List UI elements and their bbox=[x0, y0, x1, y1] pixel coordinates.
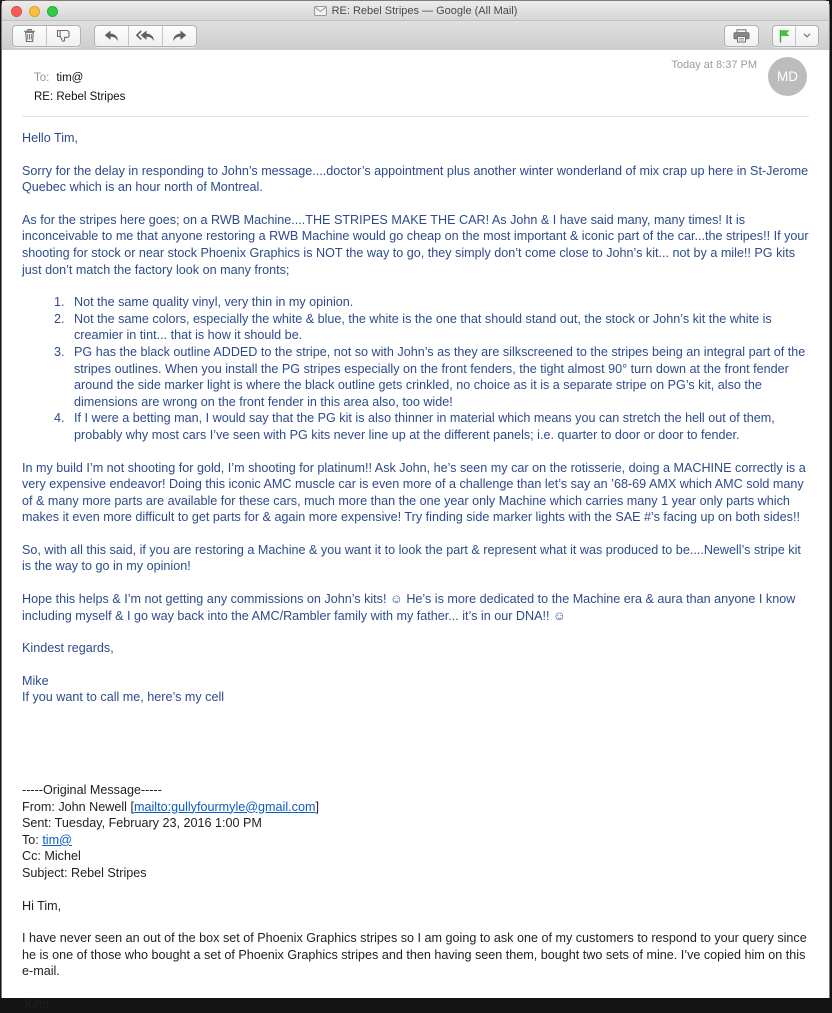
email-paragraph bbox=[22, 898, 809, 915]
forward-button[interactable] bbox=[163, 26, 196, 46]
email-paragraph bbox=[22, 673, 809, 706]
printer-icon bbox=[733, 29, 750, 43]
list-item: 1. Not the same quality vinyl, very thin in my opinion. bbox=[68, 294, 809, 311]
email-paragraph bbox=[22, 782, 809, 882]
email-paragraph bbox=[22, 163, 809, 196]
text-line: Subject: Rebel Stripes bbox=[22, 866, 147, 880]
delete-junk-group bbox=[12, 25, 81, 47]
text-line: Kindest regards, bbox=[22, 641, 114, 656]
text-line: If you want to call me, here’s my cell bbox=[22, 690, 225, 705]
list-item: 3. PG has the black outline ADDED to the stripe, not so with John’s as they are silkscreened to the stripes being an integral part of the stripes outlines. When you install the PG stripes especially on the front fenders, the tight almost 90° turn down at the front fender around the side marker light is where the black outline gets crinkled, no choice as it is a separate stripe on PG’s kit, also the dimensions are wrong on the front fender in this area also, too wide! bbox=[68, 344, 809, 410]
junk-button[interactable] bbox=[47, 26, 80, 46]
text-line: Cc: Michel bbox=[22, 849, 81, 864]
avatar[interactable] bbox=[768, 57, 807, 96]
chevron-down-icon bbox=[803, 33, 811, 38]
print-group bbox=[724, 25, 759, 47]
zoom-button[interactable] bbox=[47, 6, 58, 17]
text-line: Sorry for the delay in responding to John’s message....doctor’s appointment plus another winter wonderland of mix crap up here in St-Jerome Quebec which is an hour north of Montreal. bbox=[22, 163, 809, 195]
envelope-icon bbox=[314, 6, 327, 16]
email-paragraph bbox=[22, 542, 809, 575]
email-paragraph bbox=[22, 640, 809, 657]
email-paragraph bbox=[22, 294, 809, 443]
text-line: Hope this helps & I’m not getting any commissions on John’s kits! ☺ He’s is more dedicated to the Machine era & aura than anyone I know including myself & I go way back into the AMC/Rambler family with my father... it’s in our DNA!! ☺ bbox=[22, 592, 796, 623]
thumbs-down-icon bbox=[56, 29, 71, 43]
email-paragraph bbox=[22, 591, 809, 624]
text-line: As for the stripes here goes; on a RWB Machine....THE STRIPES MAKE THE CAR! As John & I have said many, many times! It is inconceivable to me that anyone restoring a RWB Machine would go cheap on the most important & iconic part of the car...the stripes!! If your shooting for stock or near stock Phoenix Graphics is NOT the way to go, they simply don’t come close to John’s kit... not by a mile!! PG kits just don’t match the factory look on many fronts; bbox=[22, 212, 809, 277]
flag-icon bbox=[779, 29, 790, 43]
toolbar bbox=[2, 21, 829, 51]
email-paragraph bbox=[22, 460, 809, 526]
subject-line: RE: Rebel Stripes bbox=[34, 91, 126, 103]
trash-icon bbox=[23, 28, 36, 43]
list-item: 2. Not the same colors, especially the white & blue, the white is the one that should stand out, the stock or John’s kit the white is creamier in tint... that is how it should be. bbox=[68, 311, 809, 344]
forward-arrow-icon bbox=[172, 30, 187, 42]
flag-button[interactable] bbox=[773, 26, 796, 46]
reply-arrow-icon bbox=[104, 30, 119, 42]
text-line: So, with all this said, if you are restoring a Machine & you want it to look the part & represent what it was produced to be....Newell’s stripe kit is the way to go in my opinion! bbox=[22, 542, 801, 574]
email-link[interactable]: mailto:gullyfourmyle@gmail.com bbox=[133, 799, 316, 814]
delete-button[interactable] bbox=[13, 26, 47, 46]
text-line: From: John Newell [mailto:gullyfourmyle@gmail.com] bbox=[22, 799, 319, 814]
text-line: -----Original Message----- bbox=[22, 783, 162, 798]
text-line: Mike bbox=[22, 673, 49, 688]
reply-button[interactable] bbox=[95, 26, 129, 46]
minimize-button[interactable] bbox=[29, 6, 40, 17]
text-line: Sent: Tuesday, February 23, 2016 1:00 PM bbox=[22, 816, 262, 831]
to-label: To: bbox=[34, 72, 50, 84]
text-line: Hello Tim, bbox=[22, 131, 78, 145]
email-body bbox=[22, 117, 809, 1013]
print-button[interactable] bbox=[725, 26, 758, 46]
title-bar[interactable] bbox=[2, 1, 829, 21]
close-button[interactable] bbox=[11, 6, 22, 17]
text-line: To: tim@ bbox=[22, 832, 72, 847]
reply-group bbox=[94, 25, 197, 47]
email-paragraph bbox=[22, 130, 809, 147]
mail-message-window bbox=[1, 0, 830, 1011]
email-paragraph bbox=[22, 212, 809, 278]
to-address[interactable]: tim@ bbox=[56, 72, 84, 84]
window-title bbox=[314, 5, 518, 17]
flag-group bbox=[772, 25, 819, 47]
reply-all-button[interactable] bbox=[129, 26, 163, 46]
flag-menu-button[interactable] bbox=[796, 26, 818, 46]
text-line: In my build I’m not shooting for gold, I’m shooting for platinum!! Ask John, he’s seen my car on the rotisserie, doing a MACHINE correctly is a very expensive endeavor! Doing this iconic AMC muscle car is even more of a challenge than let’s say an ’68-69 AMX which AMC sold many of & many more parts are available for these cars, much more than the one year only Machine which carries many 1 year only parts which makes it even more difficult to get parts for & again more expensive! Try finding side marker lights with the SAE #’s facing up on both sides!! bbox=[22, 460, 806, 525]
reply-all-arrow-icon bbox=[136, 30, 155, 42]
message-date: Today at 8:37 PM bbox=[671, 59, 757, 71]
text-line: Hi Tim, bbox=[22, 898, 62, 913]
avatar-initials: MD bbox=[777, 69, 798, 84]
email-paragraph bbox=[22, 930, 809, 980]
message-header bbox=[22, 50, 809, 117]
email-paragraph bbox=[22, 996, 809, 1013]
list-item: 4. If I were a betting man, I would say that the PG kit is also thinner in material which means you can stretch the hell out of them, probably why most cars I’ve seen with PG kits never line up at the different panels; i.e. quarter to door or door to fender. bbox=[68, 410, 809, 443]
text-line: John bbox=[22, 996, 50, 1011]
email-link[interactable]: tim@ bbox=[42, 832, 72, 847]
text-line: I have never seen an out of the box set of Phoenix Graphics stripes so I am going to ask one of my customers to respond to your query since he is one of those who bought a set of Phoenix Graphics stripes and then having seen them, bought two sets of mine. I’ve copied him on this e-mail. bbox=[22, 931, 807, 979]
recipient-line bbox=[34, 72, 83, 84]
traffic-lights bbox=[11, 6, 58, 17]
window-title-text: RE: Rebel Stripes — Google (All Mail) bbox=[331, 4, 518, 17]
message-pane bbox=[2, 50, 829, 1011]
